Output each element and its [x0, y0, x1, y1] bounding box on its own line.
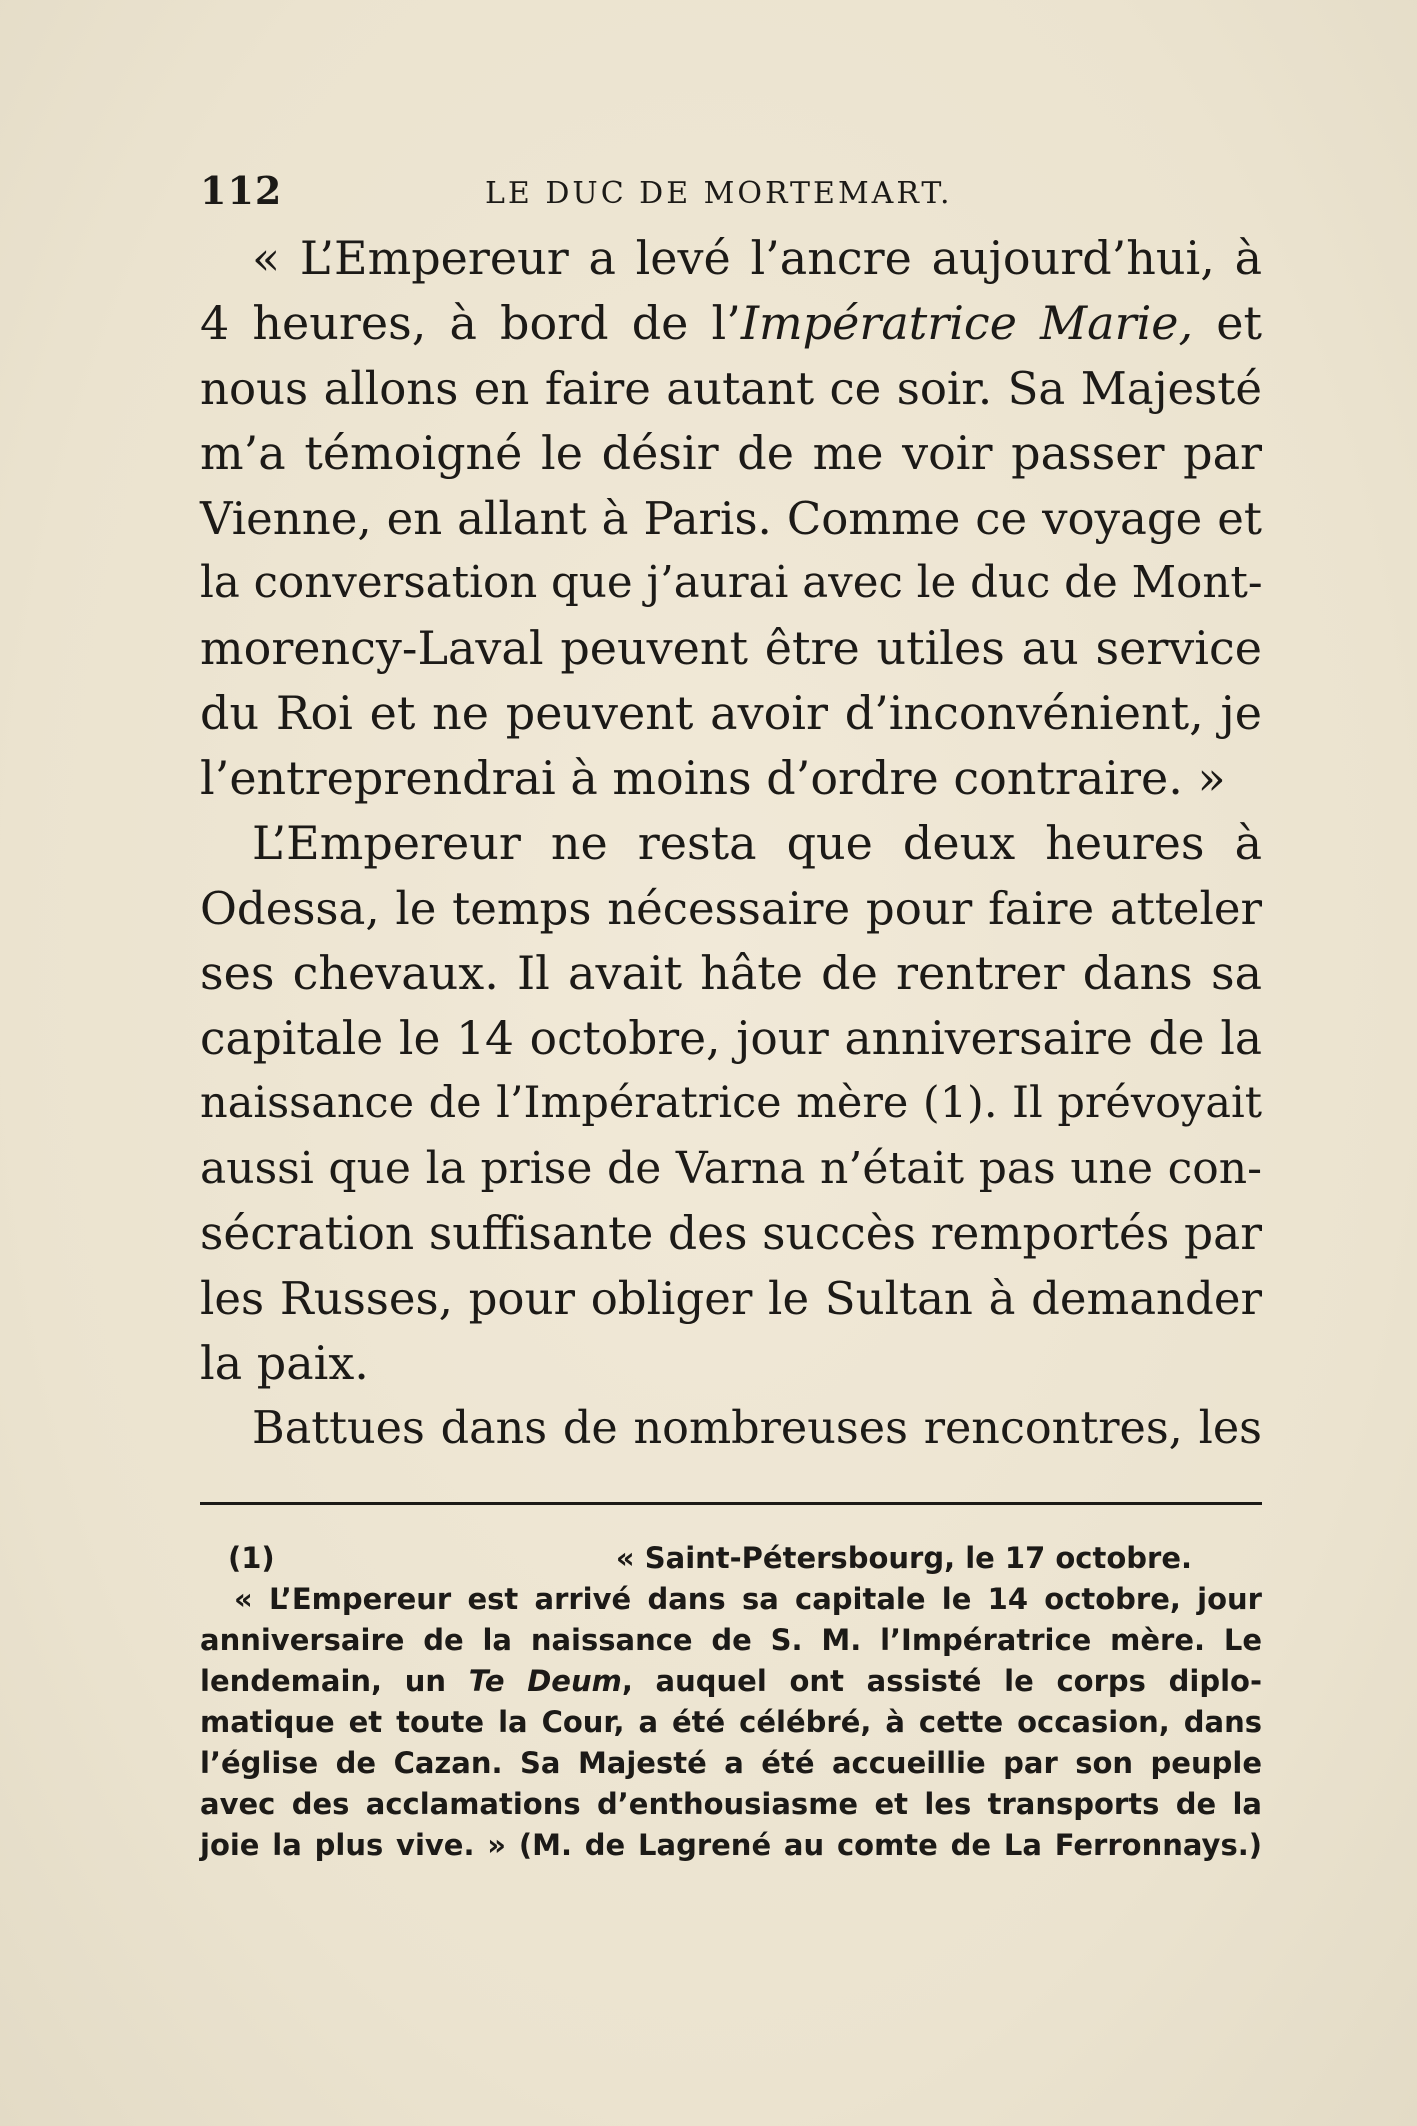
- text-line: « L’Empereur a levé l’ancre aujourd’hui, à: [252, 231, 1262, 285]
- italic-title: Te Deum: [468, 1664, 622, 1698]
- page-header: [200, 168, 1260, 220]
- text-line: m’a témoigné le désir de me voir passer par: [200, 426, 1262, 480]
- text-span: lendemain, un: [200, 1664, 469, 1698]
- italic-title: Impératrice Marie,: [740, 296, 1194, 350]
- text-line: [200, 291, 1262, 356]
- footnote-line: anniversaire de la naissance de S. M. l’Impératrice mère. Le: [200, 1623, 1262, 1657]
- text-line: capitale le 14 octobre, jour anniversaire de la: [200, 1012, 1262, 1065]
- text-line: ses chevaux. Il avait hâte de rentrer dans sa: [200, 946, 1262, 1000]
- text-line: naissance de l’Impératrice mère (1). Il prévoyait: [200, 1078, 1262, 1128]
- footnote: [200, 1538, 1262, 1866]
- text-line: Battues dans de nombreuses rencontres, les: [252, 1403, 1262, 1454]
- text-line: aussi que la prise de Varna n’était pas une con-: [200, 1143, 1262, 1194]
- text-line: L’Empereur ne resta que deux heures à: [252, 816, 1262, 870]
- text-line: la paix.: [200, 1336, 369, 1390]
- text-span: , auquel ont assisté le corps diplo-: [621, 1664, 1262, 1698]
- text-span: 4 heures, à bord de l’: [200, 296, 741, 350]
- footnote-line: « L’Empereur est arrivé dans sa capitale le 14 octobre, jour: [234, 1582, 1262, 1616]
- text-span: et: [1193, 296, 1262, 350]
- footnote-heading: [200, 1538, 1262, 1579]
- footnote-line: joie la plus vive. » (M. de Lagrené au comte de La Ferronnays.): [200, 1828, 1262, 1862]
- footnote-dateline: « Saint-Pétersbourg, le 17 octobre.: [615, 1541, 1192, 1575]
- text-line: les Russes, pour obliger le Sultan à demander: [200, 1272, 1262, 1325]
- text-line: Odessa, le temps nécessaire pour faire atteler: [200, 882, 1262, 935]
- text-line: la conversation que j’aurai avec le duc de Mont-: [200, 558, 1263, 608]
- text-line: Vienne, en allant à Paris. Comme ce voyage et: [200, 492, 1262, 545]
- footnote-line: avec des acclamations d’enthousiasme et les transports de la: [200, 1787, 1262, 1821]
- footnote-rule: [200, 1502, 1262, 1505]
- text-line: du Roi et ne peuvent avoir d’inconvénient, je: [200, 686, 1262, 740]
- running-head: LE DUC DE MORTEMART.: [485, 176, 953, 211]
- text-line: morency-Laval peuvent être utiles au service: [200, 621, 1262, 675]
- text-line: sécration suffisante des succès remportés par: [200, 1207, 1262, 1260]
- footnote-marker: (1): [228, 1541, 275, 1575]
- text-line: nous allons en faire autant ce soir. Sa Majesté: [200, 362, 1262, 415]
- page-number: 112: [200, 168, 283, 213]
- footnote-line: [200, 1661, 1262, 1702]
- body-text: [200, 226, 1262, 1461]
- text-line: l’entreprendrai à moins d’ordre contraire. »: [200, 751, 1226, 805]
- footnote-line: l’église de Cazan. Sa Majesté a été accueillie par son peuple: [200, 1746, 1262, 1780]
- footnote-line: matique et toute la Cour, a été célébré, à cette occasion, dans: [200, 1705, 1262, 1739]
